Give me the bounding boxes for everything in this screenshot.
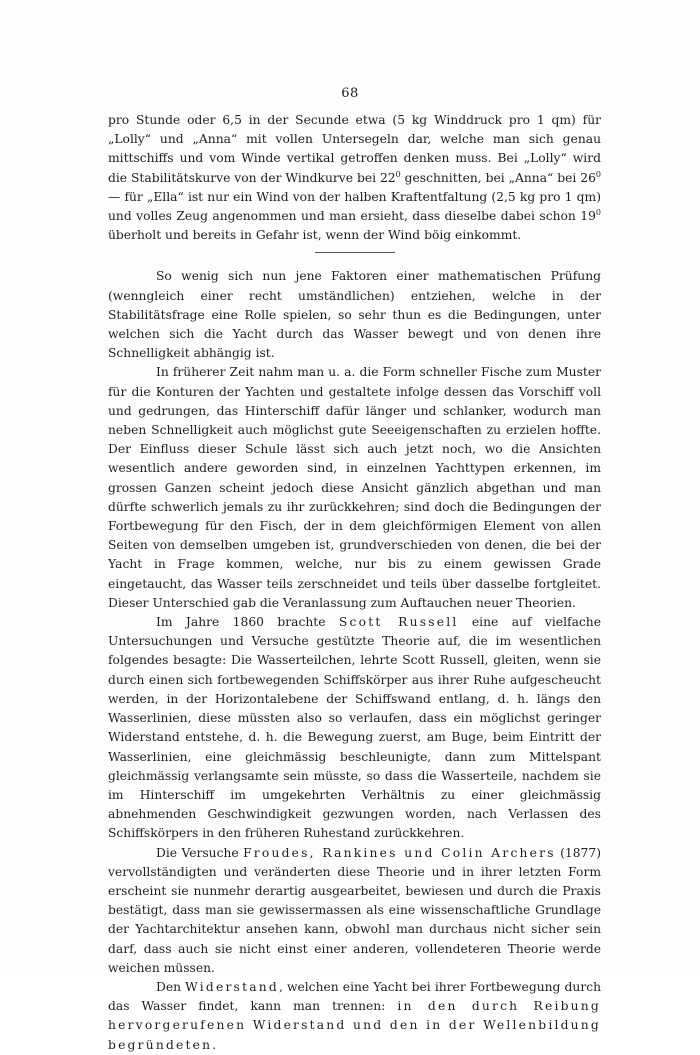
paragraph-6-text-a: Den (156, 979, 186, 994)
paragraph-1-text-b: geschnitten, bei „Anna“ bei 26 (400, 170, 596, 185)
section-divider (315, 252, 395, 253)
paragraph-5-text-b: (1877) vervollständigten und veränderten diese Theorie und in ihrer letzten Form erscheint sie nunmehr derartig ausgearbeitet, bewiesen und durch die Praxis bestätigt, dass man sie gewissermassen als eine wissenschaftliche Grundlage der Yachtarchitektur ansehen kann, obwohl man durchaus nicht sicher sein darf, dass auch sie nicht einst einer anderen, vollendeteren Theorie werde weichen müssen. (108, 845, 601, 975)
paragraph-6 (108, 978, 601, 1055)
paragraph-4 (108, 613, 601, 843)
paragraph-5-text-a: Die Versuche (156, 845, 244, 860)
paragraph-2: So wenig sich nun jene Faktoren einer mathematischen Prüfung (wenngleich einer recht umständlichen) entziehen, welche in der Stabilitätsfrage eine Rolle spielen, so sehr thun es die Bedingungen, unter welchen sich die Yacht durch das Wasser bewegt und von denen ihre Schnelligkeit abhängig ist. (108, 269, 601, 361)
paragraph-1-text-a: pro Stunde oder 6,5 in der Secunde etwa (5 kg Winddruck pro 1 qm) für „Lolly“ und „Anna“ mit vollen Untersegeln dar, welche man sich genau mittschiffs und vom Winde vertikal getroffen denken muss. Bei „Lolly“ wird die Stabilitätskurve von der Windkurve bei 22 (108, 113, 601, 185)
paragraph-4-text-a: Im Jahre 1860 brachte (156, 615, 339, 630)
page-number: 68 (341, 86, 359, 101)
paragraph-6-text-b: , welchen eine Yacht bei ihrer Fortbewegung durch das Wasser findet, kann man trennen: (108, 979, 601, 1014)
paragraph-3: In früherer Zeit nahm man u. a. die Form schneller Fische zum Muster für die Konturen der Yachten und gestaltete infolge dessen das Vorschiff voll und gedrungen, das Hinterschiff dafür länger und schlanker, wodurch man neben Schnelligkeit auch möglichst gute Seeeigenschaften zu erzielen hoffte. Der Einfluss dieser Schule lässt sich auch jetzt noch, wo die Ansichten wesentlich andere geworden sind, in einzelnen Yachttypen erkennen, im grossen Ganzen scheint jedoch diese Ansicht gänzlich abgethan und man dürfte schwerlich jemals zu ihr zurückkehren; sind doch die Bedingungen der Fortbewegung für den Fisch, der in dem gleichförmigen Element von allen Seiten von demselben umgeben ist, grundverschieden von denen, die bei der Yacht in Frage kommen, welche, nur bis zu einem gewissen Grade eingetaucht, das Wasser teils zerschneidet und teils über dasselbe fortgleitet. Dieser Unterschied gab die Veranlassung zum Auftauchen neuer Theorien. (108, 365, 601, 610)
emphasized-definition: in den durch Reibung hervorgerufenen Widerstand und den in der Wellenbildung begründeten. (108, 999, 601, 1052)
degree-sign: 0 (595, 208, 601, 218)
person-name-scott-russell: Scott Russell (338, 615, 459, 630)
term-widerstand: Widerstand (185, 979, 279, 994)
paragraph-1 (108, 111, 601, 245)
degree-sign: 0 (395, 169, 401, 179)
person-names-froude-rankine-archer: Froudes, Rankines und Colin Archers (243, 845, 556, 860)
paragraph-1-text-c: — für „Ella“ ist nur ein Wind von der halben Kraftentfaltung (2,5 kg pro 1 qm) und volles Zeug angenommen und man ersieht, dass dieselbe dabei schon 19 (108, 189, 601, 224)
paragraph-5 (108, 844, 601, 978)
paragraph-4-text-b: eine auf vielfache Untersuchungen und Versuche gestützte Theorie auf, die im wesentlichen folgendes besagte: Die Wasserteilchen, lehrte Scott Russell, gleiten, wenn sie durch einen sich fortbewegenden Schiffskörper aus ihrer Ruhe aufgescheucht werden, in der Horizontalebene der Schiffswand entlang, d. h. längs den Wasserlinien, diese müssten also so verlaufen, dass ein möglichst geringer Widerstand entstehe, d. h. die Bewegung zuerst, am Buge, beim Eintritt der Wasserlinien, eine gleichmässig beschleunigte, dann zum Mittelspant gleichmässig verlangsamte sein müsste, so dass die Wasserteile, nachdem sie im Hinterschiff im umgekehrten Verhältnis zu einer gleichmässig abnehmenden Geschwindigkeit gezwungen worden, nach Verlassen des Schiffskörpers in den früheren Ruhestand zurückkehren. (108, 615, 601, 841)
body-text (108, 111, 601, 1055)
degree-sign: 0 (595, 169, 601, 179)
paragraph-1-text-d: überholt und bereits in Gefahr ist, wenn der Wind böig einkommt. (108, 228, 522, 243)
